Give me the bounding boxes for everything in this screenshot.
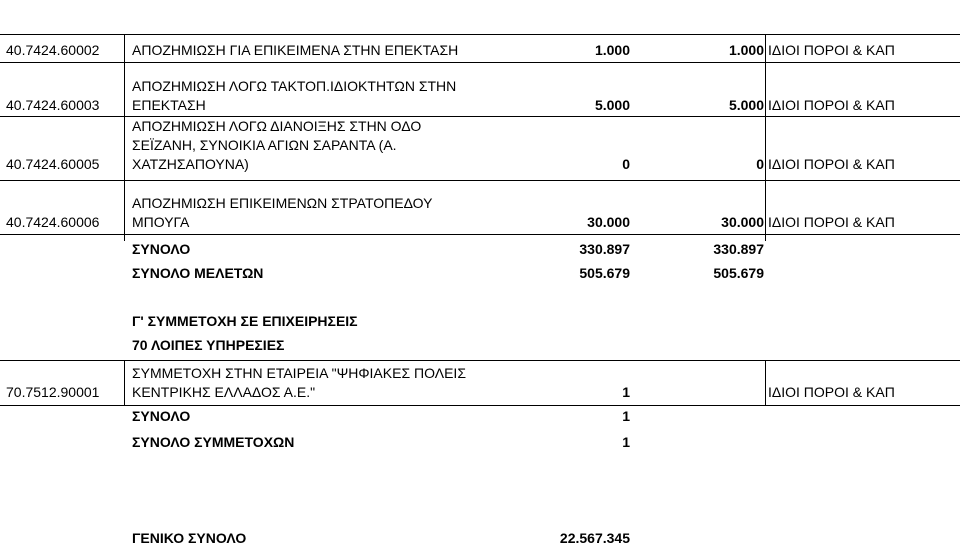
row-funding-source: ΙΔΙΟΙ ΠΟΡΟΙ & ΚΑΠ <box>768 156 895 172</box>
row-divider <box>0 234 960 235</box>
row-divider <box>0 34 960 35</box>
row-funding-source: ΙΔΙΟΙ ΠΟΡΟΙ & ΚΑΠ <box>768 97 895 113</box>
row-divider <box>0 62 960 63</box>
row-divider <box>0 360 960 361</box>
grand-total-value: 22.567.345 <box>559 530 630 546</box>
row-amount-a: 30.000 <box>587 214 630 230</box>
row-divider <box>0 116 960 117</box>
total-amount-b: 330.897 <box>713 241 764 257</box>
row-funding-source: ΙΔΙΟΙ ΠΟΡΟΙ & ΚΑΠ <box>768 214 895 230</box>
row-amount-a: 5.000 <box>594 97 630 113</box>
grand-total-label: ΓΕΝΙΚΟ ΣΥΝΟΛΟ <box>132 530 247 546</box>
column-divider <box>765 34 766 241</box>
row-description: ΧΑΤΖΗΣΑΠΟΥΝΑ) <box>132 156 249 172</box>
row-funding-source: ΙΔΙΟΙ ΠΟΡΟΙ & ΚΑΠ <box>768 384 895 400</box>
row-description: ΜΠΟΥΓΑ <box>132 214 190 230</box>
row-description: ΑΠΟΖΗΜΙΩΣΗ ΛΟΓΩ ΤΑΚΤΟΠ.ΙΔΙΟΚΤΗΤΩΝ ΣΤΗΝ <box>132 78 457 94</box>
section-heading: Γ' ΣΥΜΜΕΤΟΧΗ ΣΕ ΕΠΙΧΕΙΡΗΣΕΙΣ <box>132 313 358 329</box>
studies-total-label: ΣΥΝΟΛΟ ΜΕΛΕΤΩΝ <box>132 265 264 281</box>
column-divider <box>765 360 766 406</box>
participations-total-amount: 1 <box>622 434 630 450</box>
row-amount-b: 5.000 <box>728 97 764 113</box>
column-divider <box>124 360 125 406</box>
row-amount-a: 0 <box>622 156 630 172</box>
section-subheading: 70 ΛΟΙΠΕΣ ΥΠΗΡΕΣΙΕΣ <box>132 337 285 353</box>
total-label: ΣΥΝΟΛΟ <box>132 241 191 257</box>
row-description: ΕΠΕΚΤΑΣΗ <box>132 97 206 113</box>
studies-total-amount-a: 505.679 <box>579 265 630 281</box>
row-amount-b: 1.000 <box>728 42 764 58</box>
column-divider <box>124 34 125 241</box>
row-funding-source: ΙΔΙΟΙ ΠΟΡΟΙ & ΚΑΠ <box>768 42 895 58</box>
row-amount-b: 0 <box>756 156 764 172</box>
row-code: 40.7424.60003 <box>6 97 100 113</box>
row-code: 70.7512.90001 <box>6 384 100 400</box>
row-description: ΣΕΪΖΑΝΗ, ΣΥΝΟΙΚΙΑ ΑΓΙΩΝ ΣΑΡΑΝΤΑ (Α. <box>132 137 397 153</box>
row-code: 40.7424.60006 <box>6 214 100 230</box>
total-amount-a: 330.897 <box>579 241 630 257</box>
studies-total-amount-b: 505.679 <box>713 265 764 281</box>
row-description: ΑΠΟΖΗΜΙΩΣΗ ΓΙΑ ΕΠΙΚΕΙΜΕΝΑ ΣΤΗΝ ΕΠΕΚΤΑΣΗ <box>132 42 459 58</box>
total-label: ΣΥΝΟΛΟ <box>132 408 191 424</box>
row-description: ΑΠΟΖΗΜΙΩΣΗ ΛΟΓΩ ΔΙΑΝΟΙΞΗΣ ΣΤΗΝ ΟΔΟ <box>132 118 422 134</box>
row-divider <box>0 180 960 181</box>
row-code: 40.7424.60002 <box>6 42 100 58</box>
row-description: ΣΥΜΜΕΤΟΧΗ ΣΤΗΝ ΕΤΑΙΡΕΙΑ "ΨΗΦΙΑΚΕΣ ΠΟΛΕΙΣ <box>132 365 466 381</box>
row-amount-a: 1 <box>622 384 630 400</box>
row-description: ΚΕΝΤΡΙΚΗΣ ΕΛΛΑΔΟΣ Α.Ε." <box>132 384 316 400</box>
row-amount-a: 1.000 <box>594 42 630 58</box>
participations-total-label: ΣΥΝΟΛΟ ΣΥΜΜΕΤΟΧΩΝ <box>132 434 295 450</box>
row-description: ΑΠΟΖΗΜΙΩΣΗ ΕΠΙΚΕΙΜΕΝΩΝ ΣΤΡΑΤΟΠΕΔΟΥ <box>132 195 433 211</box>
row-code: 40.7424.60005 <box>6 156 100 172</box>
total-amount-a: 1 <box>622 408 630 424</box>
row-amount-b: 30.000 <box>721 214 764 230</box>
row-divider <box>0 405 960 406</box>
